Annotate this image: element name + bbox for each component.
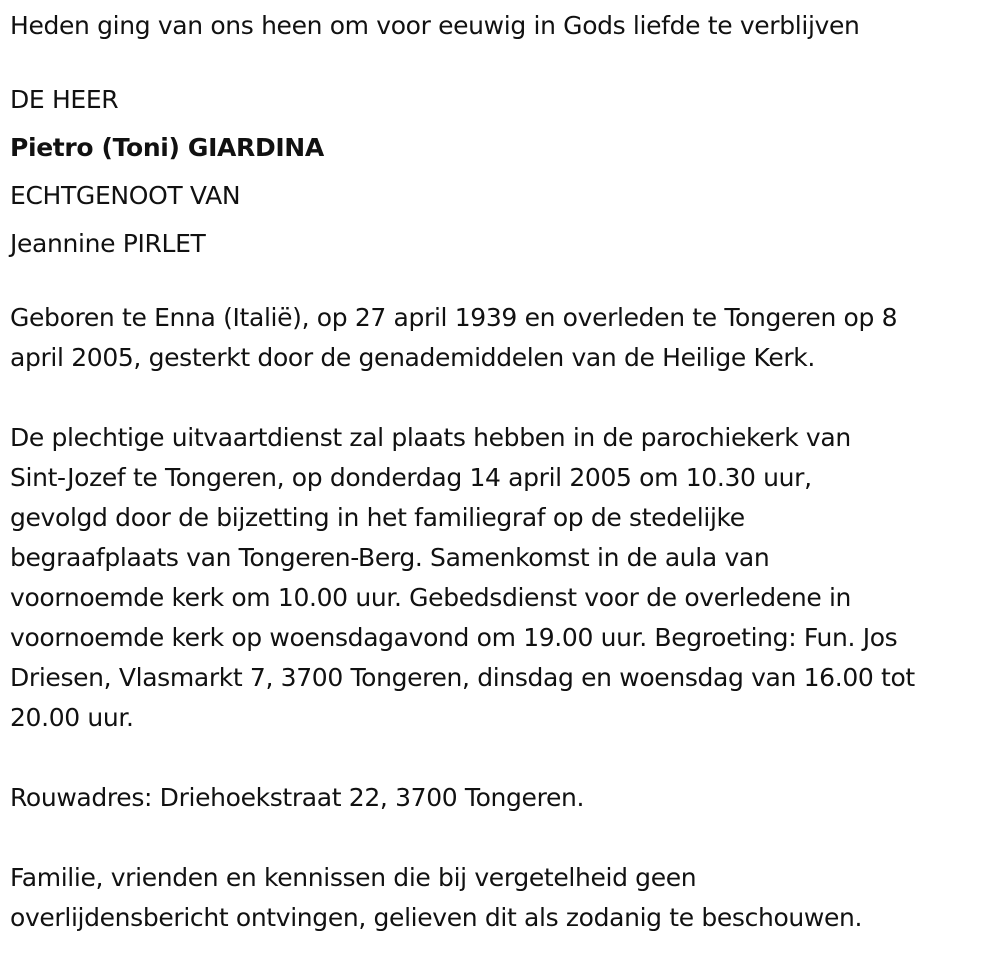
spacer	[10, 818, 990, 858]
birth-death-paragraph	[10, 298, 990, 378]
spouse-name: Jeannine PIRLET	[10, 229, 206, 258]
paragraph-line: Driesen, Vlasmarkt 7, 3700 Tongeren, dinsdag en woensdag van 16.00 tot	[10, 663, 915, 692]
relation-text: ECHTGENOOT VAN	[10, 181, 241, 210]
closing-paragraph	[10, 858, 990, 938]
title-prefix: DE HEER	[10, 85, 119, 114]
paragraph-line: voornoemde kerk om 10.00 uur. Gebedsdienst voor de overledene in	[10, 583, 852, 612]
paragraph-line: De plechtige uitvaartdienst zal plaats hebben in de parochiekerk van	[10, 423, 851, 452]
paragraph-line: voornoemde kerk op woensdagavond om 19.00 uur. Begroeting: Fun. Jos	[10, 623, 898, 652]
intro-text: Heden ging van ons heen om voor eeuwig in Gods liefde te verblijven	[10, 11, 860, 40]
paragraph-line: april 2005, gesterkt door de genademiddelen van de Heilige Kerk.	[10, 343, 816, 372]
funeral-paragraph	[10, 418, 990, 738]
paragraph-line: Sint-Jozef te Tongeren, op donderdag 14 april 2005 om 10.30 uur,	[10, 463, 812, 492]
paragraph-line: overlijdensbericht ontvingen, gelieven dit als zodanig te beschouwen.	[10, 903, 863, 932]
mourning-address: Rouwadres: Driehoekstraat 22, 3700 Tongeren.	[10, 783, 585, 812]
spacer	[10, 378, 990, 418]
spacer	[10, 268, 990, 298]
paragraph-line: 20.00 uur.	[10, 703, 134, 732]
spacer	[10, 738, 990, 778]
paragraph-line: gevolgd door de bijzetting in het familiegraf op de stedelijke	[10, 503, 745, 532]
paragraph-line: begraafplaats van Tongeren-Berg. Samenkomst in de aula van	[10, 543, 770, 572]
paragraph-line: Familie, vrienden en kennissen die bij vergetelheid geen	[10, 863, 697, 892]
paragraph-line: Geboren te Enna (Italië), op 27 april 1939 en overleden te Tongeren op 8	[10, 303, 898, 332]
spacer	[10, 46, 990, 76]
deceased-name: Pietro (Toni) GIARDINA	[10, 133, 324, 162]
